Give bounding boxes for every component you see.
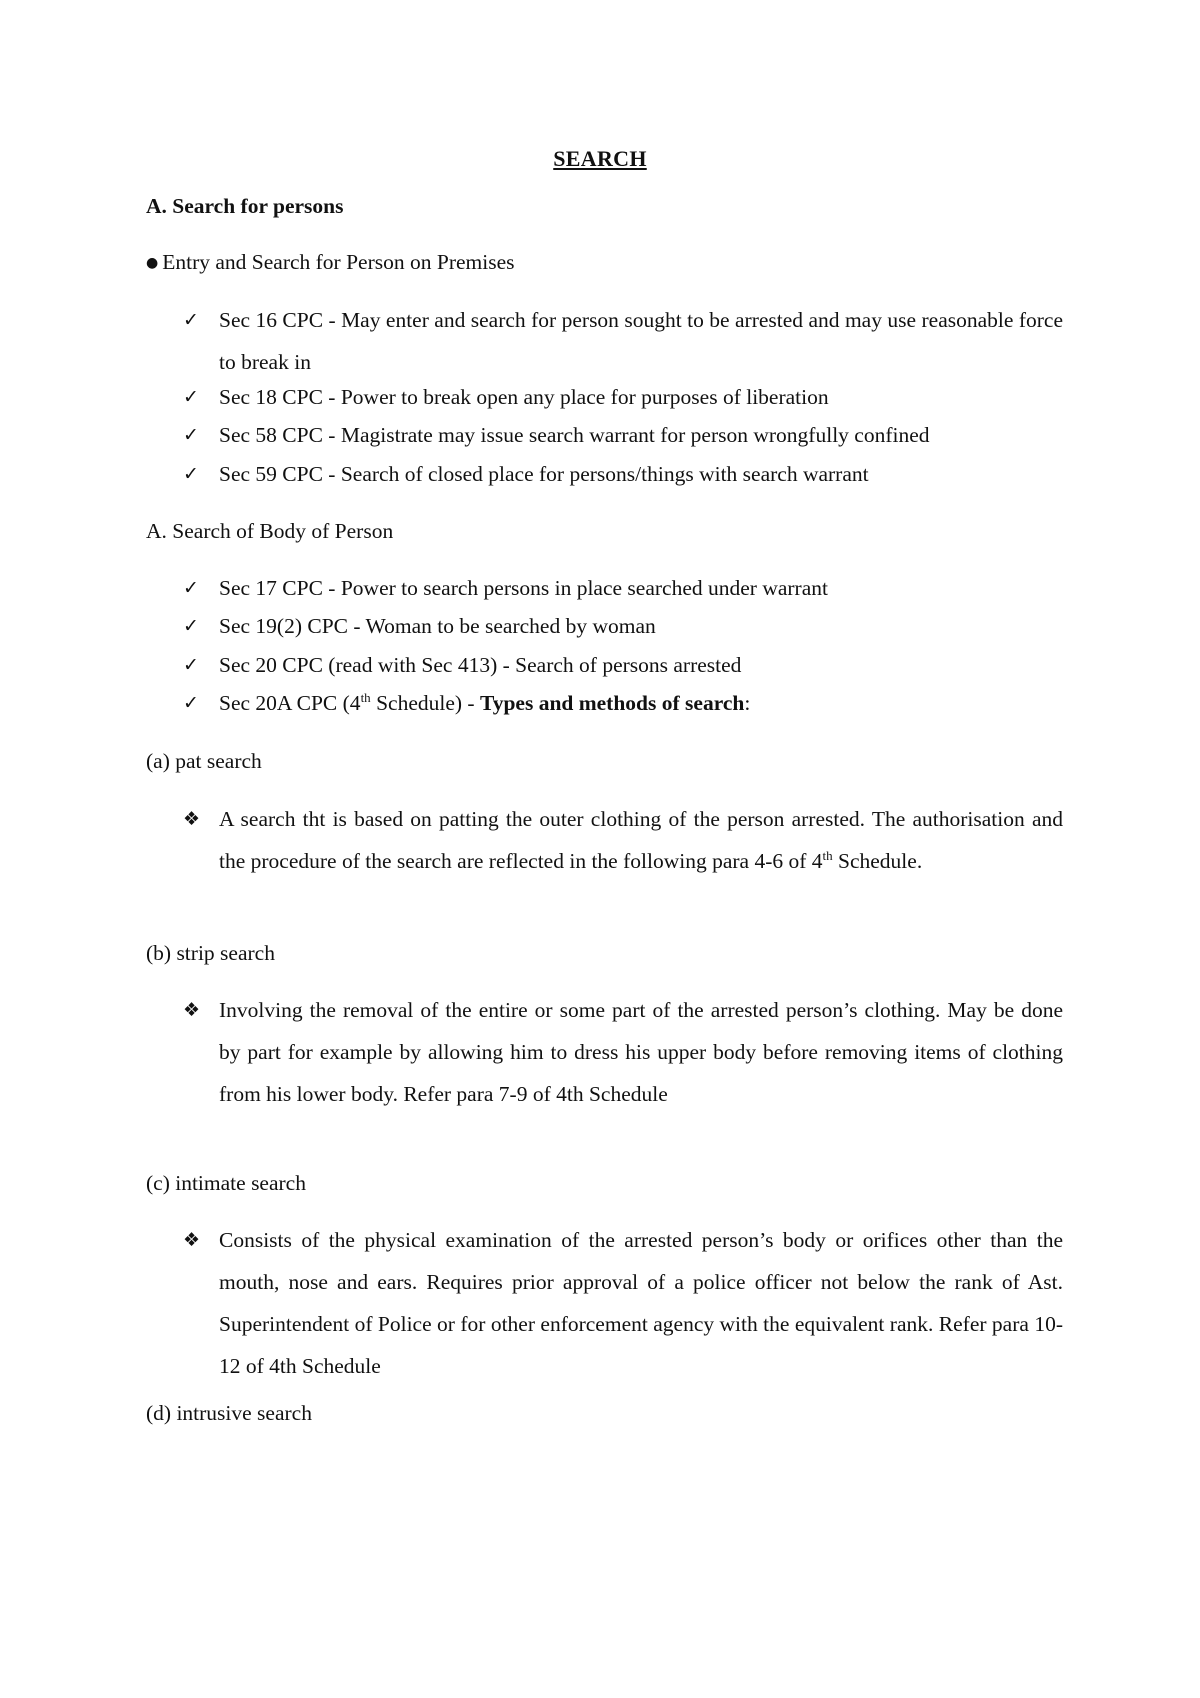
list-item-text bbox=[219, 798, 1063, 882]
list-item-text: Sec 58 CPC - Magistrate may issue search warrant for person wrongfully confined bbox=[219, 423, 930, 447]
bullet-label: Entry and Search for Person on Premises bbox=[162, 250, 515, 274]
type-label-intimate-search: (c) intimate search bbox=[146, 1171, 306, 1195]
check-icon: ✓ bbox=[183, 577, 199, 599]
list-item bbox=[183, 461, 1063, 495]
section-heading-search-for-persons: A. Search for persons bbox=[146, 194, 344, 218]
list-item bbox=[183, 422, 1063, 456]
list-item-text bbox=[219, 682, 1063, 724]
superscript: th bbox=[360, 689, 371, 705]
text-span: Sec 20A CPC (4 bbox=[219, 691, 361, 715]
list-item-text: Involving the removal of the entire or some part of the arrested person’s clothing. May be done by part for example by allowing him to dress his upper body before removing items of clothing from his lower body. Refer para 7-9 of 4th Schedule bbox=[219, 998, 1063, 1106]
diamond-bullet-icon: ❖ bbox=[183, 999, 201, 1021]
superscript: th bbox=[822, 847, 833, 863]
list-item-text: Sec 19(2) CPC - Woman to be searched by woman bbox=[219, 614, 656, 638]
list-item bbox=[183, 806, 1063, 882]
diamond-bullet-icon: ❖ bbox=[183, 808, 201, 830]
list-item bbox=[183, 997, 1063, 1115]
list-item bbox=[183, 690, 1063, 724]
list-item-text: Sec 20 CPC (read with Sec 413) - Search of persons arrested bbox=[219, 653, 742, 677]
list-item bbox=[183, 384, 1063, 418]
type-label-pat-search: (a) pat search bbox=[146, 749, 262, 773]
text-span: : bbox=[744, 691, 751, 715]
list-item-text: Consists of the physical examination of the arrested person’s body or orifices other than the mouth, nose and ears. Requires prior approval of a police officer not below the rank of Ast. Superintendent of Police or for other enforcement agency with the equivalent rank. Refer para 10-12 of 4th Schedule bbox=[219, 1228, 1063, 1378]
list-item bbox=[183, 575, 1063, 609]
check-icon: ✓ bbox=[183, 424, 199, 446]
check-icon: ✓ bbox=[183, 463, 199, 485]
section-heading-search-of-body: A. Search of Body of Person bbox=[146, 519, 394, 543]
bullet-dot-icon: ● bbox=[146, 255, 159, 271]
check-icon: ✓ bbox=[183, 615, 199, 637]
bullet-entry-and-search bbox=[146, 249, 515, 278]
check-icon: ✓ bbox=[183, 692, 199, 714]
check-icon: ✓ bbox=[183, 386, 199, 408]
type-label-strip-search: (b) strip search bbox=[146, 941, 275, 965]
list-item bbox=[183, 652, 1063, 686]
list-item bbox=[183, 1227, 1063, 1387]
diamond-bullet-icon: ❖ bbox=[183, 1229, 201, 1251]
list-item-text: Sec 17 CPC - Power to search persons in place searched under warrant bbox=[219, 576, 828, 600]
list-item-text: Sec 18 CPC - Power to break open any place for purposes of liberation bbox=[219, 385, 829, 409]
list-item bbox=[183, 613, 1063, 647]
page-title: SEARCH bbox=[553, 146, 647, 171]
list-item-text: Sec 59 CPC - Search of closed place for persons/things with search warrant bbox=[219, 462, 869, 486]
type-label-intrusive-search: (d) intrusive search bbox=[146, 1401, 312, 1425]
check-icon: ✓ bbox=[183, 309, 199, 331]
list-item-text: Sec 16 CPC - May enter and search for person sought to be arrested and may use reasonable force to break in bbox=[219, 308, 1063, 374]
text-span: Schedule. bbox=[832, 849, 923, 873]
text-span: A search tht is based on patting the outer clothing of the person arrested. The authorisation and the procedure of the search are reflected in the following para 4-6 of 4 bbox=[219, 807, 1063, 873]
text-span: Schedule) - bbox=[370, 691, 480, 715]
list-item bbox=[183, 307, 1063, 383]
bold-phrase: Types and methods of search bbox=[479, 691, 745, 715]
check-icon: ✓ bbox=[183, 654, 199, 676]
